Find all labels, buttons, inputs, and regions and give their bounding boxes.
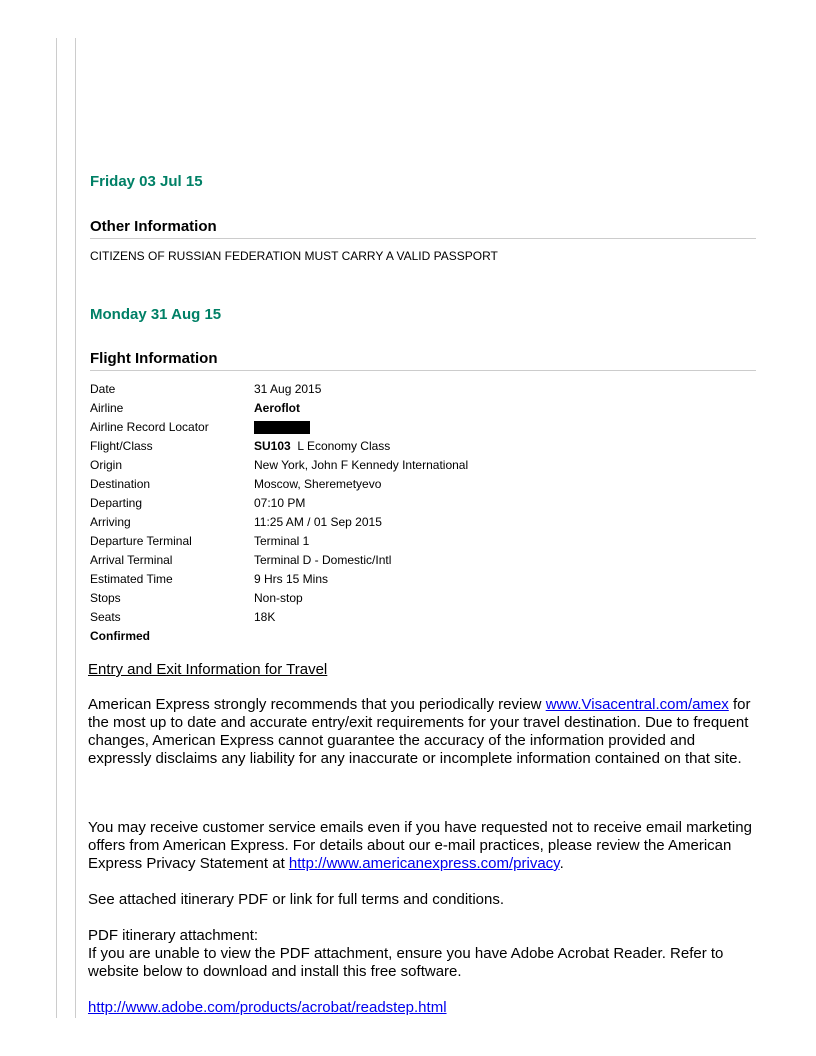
class-value: L Economy Class (297, 439, 391, 453)
day-heading-aug-31: Monday 31 Aug 15 (90, 306, 222, 323)
flight-class-value (254, 437, 468, 456)
departure-terminal-label: Departure Terminal (90, 534, 192, 548)
passport-notice: CITIZENS OF RUSSIAN FEDERATION MUST CARRY A VALID PASSPORT (90, 249, 498, 263)
departing-value: 07:10 PM (254, 496, 306, 510)
record-locator-label: Airline Record Locator (90, 420, 209, 434)
arrival-terminal-value: Terminal D - Domestic/Intl (254, 553, 392, 567)
pdf-attachment-heading: PDF itinerary attachment: (88, 927, 259, 944)
flight-row-estimated-time (90, 570, 468, 589)
arrival-terminal-label: Arrival Terminal (90, 553, 173, 567)
flight-row-arriving (90, 513, 468, 532)
airline-label: Airline (90, 401, 124, 415)
estimated-time-label: Estimated Time (90, 572, 173, 586)
privacy-paragraph: You may receive customer service emails even if you have requested not to receive email marketing offers from American Express. For details about our e-mail practices, please review the American Express Privacy Statement at http://www.americanexpress.com/privacy. (88, 819, 752, 872)
origin-value: New York, John F Kennedy International (254, 458, 469, 472)
flight-row-origin (90, 456, 468, 475)
flight-number: SU103 (254, 439, 291, 453)
flight-row-arrival-terminal (90, 551, 468, 570)
left-margin-rule (56, 38, 57, 1018)
destination-value: Moscow, Sheremetyevo (254, 477, 382, 491)
arriving-value: 11:25 AM / 01 Sep 2015 (254, 515, 382, 529)
flight-row-record-locator (90, 418, 468, 437)
stops-value: Non-stop (254, 591, 303, 605)
day-heading-jul-03: Friday 03 Jul 15 (90, 173, 203, 190)
left-indent-rule (75, 38, 76, 1018)
estimated-time-value: 9 Hrs 15 Mins (254, 572, 329, 586)
arriving-label: Arriving (90, 515, 131, 529)
flight-row-departure-terminal (90, 532, 468, 551)
flight-row-flight-class (90, 437, 468, 456)
airline-value: Aeroflot (254, 401, 300, 415)
flight-row-date (90, 380, 468, 399)
flight-class-label: Flight/Class (90, 439, 153, 453)
flight-row-departing (90, 494, 468, 513)
redacted-block (254, 421, 310, 434)
stops-label: Stops (90, 591, 121, 605)
date-value: 31 Aug 2015 (254, 382, 322, 396)
entry-exit-heading: Entry and Exit Information for Travel (88, 661, 328, 678)
flight-details-table (90, 380, 468, 646)
visacentral-link[interactable]: www.Visacentral.com/amex (545, 696, 729, 713)
other-information-heading: Other Information (90, 218, 756, 239)
status-confirmed: Confirmed (90, 629, 150, 643)
record-locator-value (254, 418, 468, 437)
seats-label: Seats (90, 610, 121, 624)
flight-information-heading: Flight Information (90, 350, 756, 371)
terms-paragraph: See attached itinerary PDF or link for full terms and conditions. (88, 891, 505, 908)
flight-row-airline (90, 399, 468, 418)
pdf-attachment-text: If you are unable to view the PDF attachment, ensure you have Adobe Acrobat Reader. Refer to website below to download and install this free software. (88, 945, 724, 980)
origin-label: Origin (90, 458, 123, 472)
adobe-link-paragraph (88, 999, 758, 1017)
destination-label: Destination (90, 477, 151, 491)
entry-exit-paragraph: American Express strongly recommends that you periodically review www.Visacentral.com/amex for the most up to date and accurate entry/exit requirements for your travel destination. Due to frequent changes, American Express cannot guarantee the accuracy of the information provided and expressly disclaims any liability for any inaccurate or incomplete information contained on that site. (88, 696, 751, 767)
flight-row-seats (90, 608, 468, 627)
departure-terminal-value: Terminal 1 (254, 534, 310, 548)
flight-row-status (90, 627, 468, 646)
flight-row-stops (90, 589, 468, 608)
departing-label: Departing (90, 496, 143, 510)
flight-row-destination (90, 475, 468, 494)
seats-value: 18K (254, 610, 276, 624)
privacy-link[interactable]: http://www.americanexpress.com/privacy (288, 855, 560, 872)
adobe-reader-link[interactable]: http://www.adobe.com/products/acrobat/readstep.html (88, 999, 447, 1016)
date-label: Date (90, 382, 116, 396)
